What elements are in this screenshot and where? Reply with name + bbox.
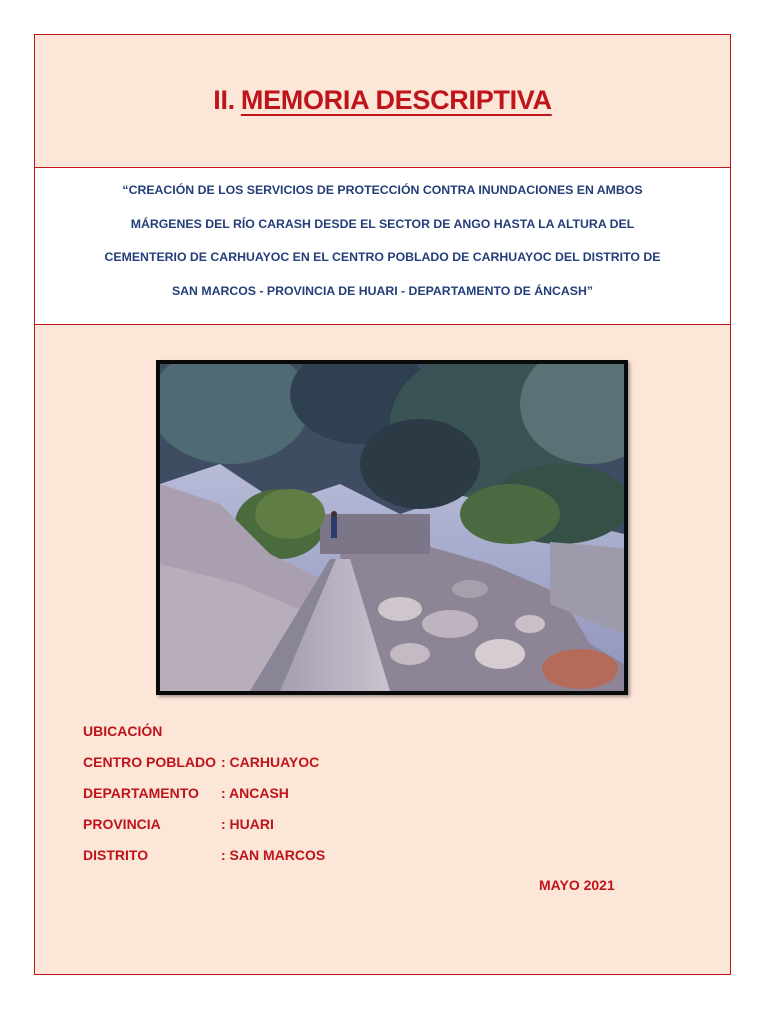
document-frame [34, 34, 731, 975]
location-heading: UBICACIÓN [83, 723, 163, 739]
river-site-photo [156, 360, 628, 695]
title-text: MEMORIA DESCRIPTIVA [240, 85, 552, 115]
project-section [35, 168, 730, 325]
location-label: DISTRITO [83, 847, 149, 863]
document-date: MAYO 2021 [539, 877, 615, 893]
location-label: CENTRO POBLADO [83, 754, 216, 770]
project-line: CEMENTERIO DE CARHUAYOC EN EL CENTRO POBLADO DE CARHUAYOC DEL DISTRITO DE [104, 250, 661, 264]
location-value: : HUARI [221, 816, 274, 832]
title-section [35, 35, 730, 168]
page-title [35, 85, 730, 116]
project-line: “CREACIÓN DE LOS SERVICIOS DE PROTECCIÓN CONTRA INUNDACIONES EN AMBOS [122, 183, 643, 197]
project-line: MÁRGENES DEL RÍO CARASH DESDE EL SECTOR DE ANGO HASTA LA ALTURA DEL [130, 216, 635, 231]
location-label: DEPARTAMENTO [83, 785, 199, 801]
location-value: : SAN MARCOS [221, 847, 326, 863]
river-photo-illustration [160, 364, 624, 691]
project-line: SAN MARCOS - PROVINCIA DE HUARI - DEPARTAMENTO DE ÁNCASH” [171, 283, 594, 298]
location-value: : CARHUAYOC [221, 754, 320, 770]
title-number: II. [213, 85, 235, 115]
project-title [55, 174, 710, 308]
location-label: PROVINCIA [83, 816, 161, 832]
location-value: : ANCASH [221, 785, 289, 801]
